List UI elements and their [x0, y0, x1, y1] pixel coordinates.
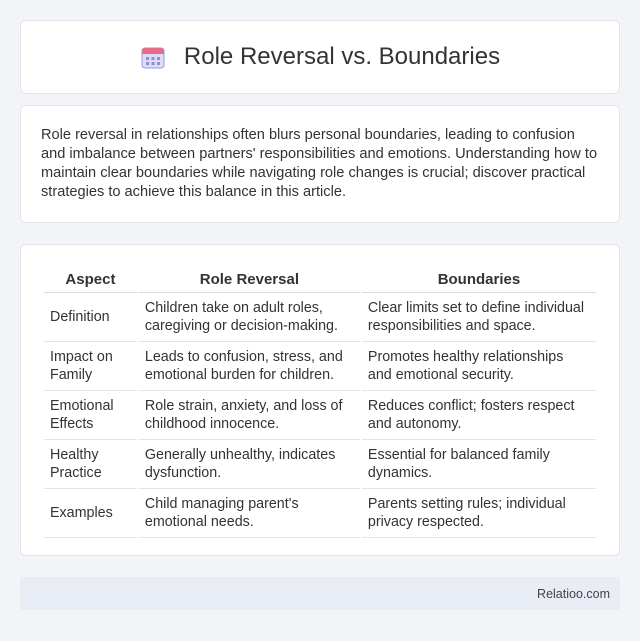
page-title: Role Reversal vs. Boundaries [183, 43, 501, 70]
title-wrap [140, 43, 500, 71]
table-row [44, 489, 596, 538]
table-row [44, 293, 596, 342]
cell-aspect: Healthy Practice [44, 440, 137, 489]
header-boundaries: Boundaries [362, 267, 596, 293]
table-card [20, 244, 620, 556]
footer [20, 577, 620, 610]
calendar-icon [140, 44, 166, 70]
table-header-row [44, 267, 596, 293]
intro-card [20, 105, 620, 223]
header-role-reversal: Role Reversal [139, 267, 360, 293]
cell-aspect: Examples [44, 489, 137, 538]
cell-boundaries: Reduces conflict; fosters respect and autonomy. [362, 391, 596, 440]
footer-site-link[interactable]: Relatioo.com [537, 586, 610, 601]
cell-role-reversal: Children take on adult roles, caregiving or decision-making. [139, 293, 360, 342]
cell-role-reversal: Role strain, anxiety, and loss of childhood innocence. [139, 391, 360, 440]
table-row [44, 342, 596, 391]
cell-role-reversal: Child managing parent's emotional needs. [139, 489, 360, 538]
cell-role-reversal: Leads to confusion, stress, and emotional burden for children. [139, 342, 360, 391]
cell-role-reversal: Generally unhealthy, indicates dysfunction. [139, 440, 360, 489]
table-row [44, 391, 596, 440]
cell-aspect: Definition [44, 293, 137, 342]
header-card [20, 20, 620, 94]
table-row [44, 440, 596, 489]
comparison-table [42, 267, 598, 538]
intro-text: Role reversal in relationships often blurs personal boundaries, leading to confusion and imbalance between partners' responsibilities and emotions. Understanding how to maintain clear boundaries while navigating role changes is crucial; discover practical strategies to achieve this balance in this article. [41, 127, 598, 200]
cell-boundaries: Parents setting rules; individual privacy respected. [362, 489, 596, 538]
header-aspect: Aspect [44, 267, 137, 293]
cell-aspect: Emotional Effects [44, 391, 137, 440]
cell-boundaries: Essential for balanced family dynamics. [362, 440, 596, 489]
cell-boundaries: Clear limits set to define individual responsibilities and space. [362, 293, 596, 342]
cell-aspect: Impact on Family [44, 342, 137, 391]
cell-boundaries: Promotes healthy relationships and emotional security. [362, 342, 596, 391]
